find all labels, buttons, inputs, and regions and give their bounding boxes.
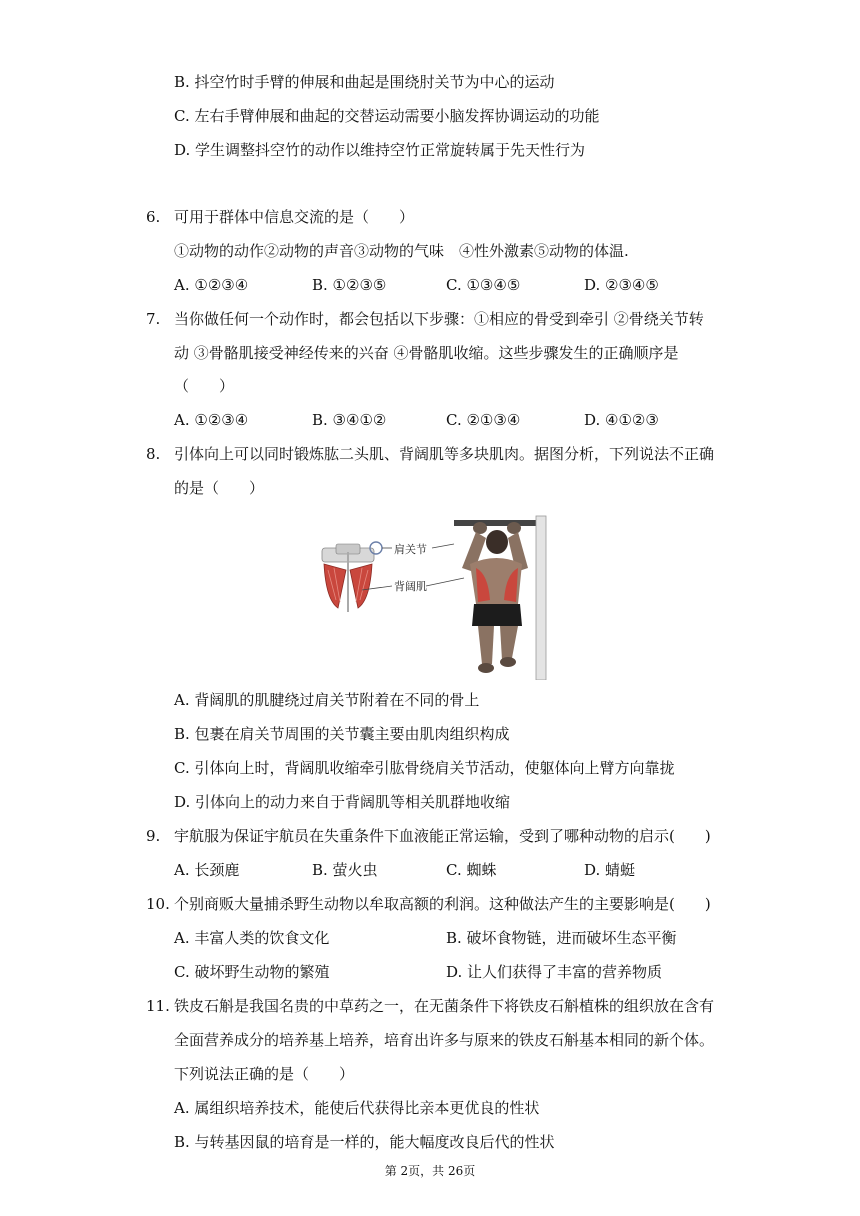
q10-option-c: C. 破坏野生动物的繁殖 [174,963,330,981]
q10-option-a: A. 丰富人类的饮食文化 [174,929,330,947]
q6-number: 6. [146,208,161,226]
q6-option-a: A. ①②③④ [174,276,249,294]
label-latissimus: 背阔肌 [394,581,427,593]
pull-up-illustration [314,508,550,680]
q8-option-d: D. 引体向上的动力来自于背阔肌等相关肌群地收缩 [174,793,511,811]
q9-option-d: D. 蜻蜓 [584,861,636,879]
athlete [462,522,528,673]
q9-option-b: B. 萤火虫 [312,861,378,879]
q7-line-1: 当你做任何一个动作时，都会包括以下步骤：①相应的骨受到牵引 ②骨绕关节转 [174,310,704,328]
q10-option-d: D. 让人们获得了丰富的营养物质 [446,963,663,981]
q5-option-c: C. 左右手臂伸展和曲起的交替运动需要小脑发挥协调运动的功能 [174,107,600,125]
q8-line-2: 的是（ ） [174,479,265,497]
q8-option-c: C. 引体向上时，背阔肌收缩牵引肱骨绕肩关节活动，使躯体向上臂方向靠拢 [174,759,675,777]
q8-option-a: A. 背阔肌的肌腱绕过肩关节附着在不同的骨上 [174,691,480,709]
pull-up-bar [454,520,540,526]
q11-line-2: 全面营养成分的培养基上培养，培育出许多与原来的铁皮石斛基本相同的新个体。 [174,1031,715,1049]
page-footer: 第 2页，共 26页 [384,1164,476,1178]
q7-option-c: C. ②①③④ [446,411,521,429]
q11-line-3: 下列说法正确的是（ ） [174,1065,355,1083]
q8-line-1: 引体向上可以同时锻炼肱二头肌、背阔肌等多块肌肉。据图分析，下列说法不正确 [174,445,715,463]
q9-option-a: A. 长颈鹿 [174,861,240,879]
q8-number: 8. [146,445,161,463]
q6-option-b: B. ①②③⑤ [312,276,387,294]
q7-line-3: （ ） [174,377,235,395]
q10-number: 10. [146,895,170,913]
q6-option-d: D. ②③④⑤ [584,276,659,294]
q11-option-b: B. 与转基因鼠的培育是一样的，能大幅度改良后代的性状 [174,1133,555,1151]
q5-option-d: D. 学生调整抖空竹的动作以维持空竹正常旋转属于先天性行为 [174,141,586,159]
pull-up-figure [314,508,550,680]
q7-option-a: A. ①②③④ [174,411,249,429]
q7-line-2: 动 ③骨骼肌接受神经传来的兴奋 ④骨骼肌收缩。这些步骤发生的正确顺序是 [174,344,679,362]
q7-option-b: B. ③④①② [312,411,387,429]
q11-option-a: A. 属组织培养技术，能使后代获得比亲本更优良的性状 [174,1099,540,1117]
q7-option-d: D. ④①②③ [584,411,659,429]
q9-option-c: C. 蜘蛛 [446,861,497,879]
q6-option-c: C. ①③④⑤ [446,276,521,294]
q6-sub: ①动物的动作②动物的声音③动物的气味 ④性外激素⑤动物的体温. [174,242,629,260]
pull-up-post [536,516,546,680]
q9-number: 9. [146,827,161,845]
q11-number: 11. [146,997,170,1015]
q10-stem: 个别商贩大量捕杀野生动物以牟取高额的利润。这种做法产生的主要影响是( ) [174,895,711,913]
label-shoulder-joint: 肩关节 [394,544,427,556]
q9-stem: 宇航服为保证宇航员在失重条件下血液能正常运输，受到了哪种动物的启示( ) [174,827,711,845]
q10-option-b: B. 破坏食物链，进而破坏生态平衡 [446,929,677,947]
q7-number: 7. [146,310,161,328]
back-muscle-inset [322,542,382,612]
q6-stem: 可用于群体中信息交流的是（ ） [174,208,415,226]
q8-option-b: B. 包裹在肩关节周围的关节囊主要由肌肉组织构成 [174,725,510,743]
q11-line-1: 铁皮石斛是我国名贵的中草药之一，在无菌条件下将铁皮石斛植株的组织放在含有 [174,997,715,1015]
q5-option-b: B. 抖空竹时手臂的伸展和曲起是围绕肘关节为中心的运动 [174,73,555,91]
